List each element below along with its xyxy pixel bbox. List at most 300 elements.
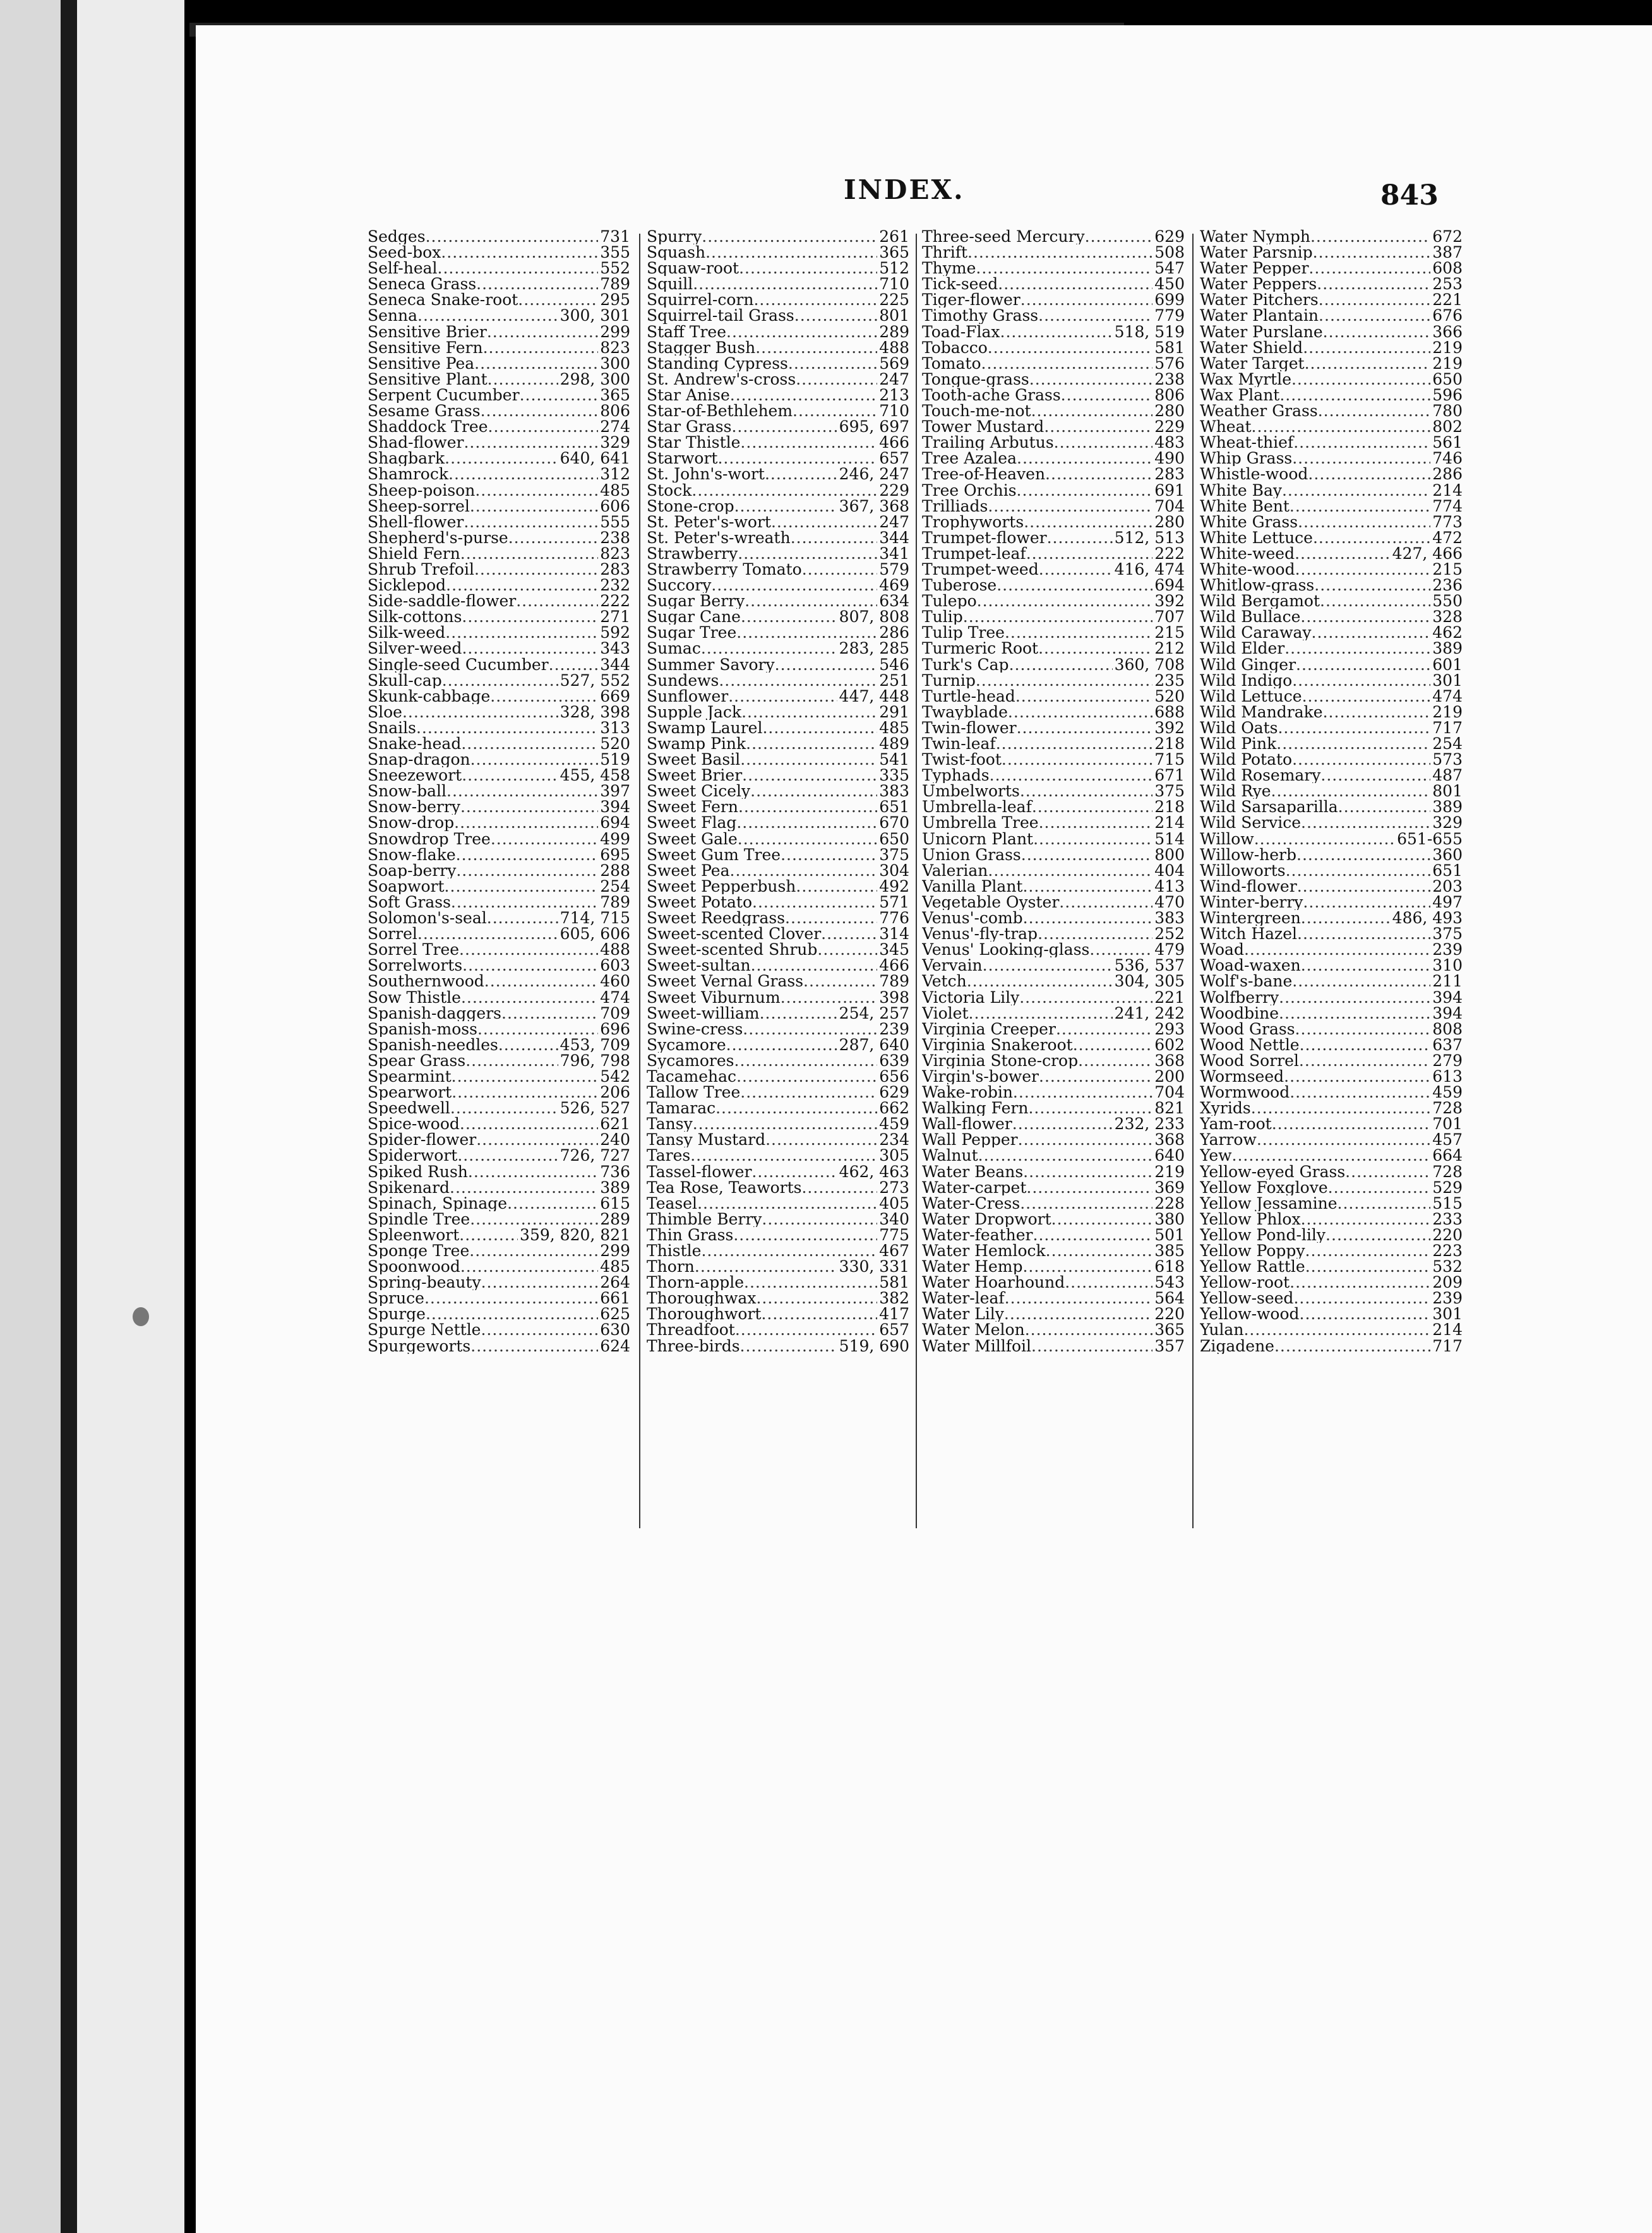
entry-name: Violet <box>922 1005 969 1021</box>
index-entry <box>1200 466 1463 482</box>
entry-pages: 383 <box>879 783 909 799</box>
entry-name: Spanish-needles <box>368 1036 498 1053</box>
entry-pages: 389 <box>1432 640 1463 657</box>
entry-name: Virginia Creeper <box>922 1021 1056 1037</box>
entry-pages: 365 <box>1154 1322 1185 1338</box>
index-entry <box>368 1243 630 1259</box>
index-entry <box>922 482 1185 498</box>
index-entry <box>1200 894 1463 910</box>
index-entry <box>1200 1338 1463 1354</box>
entry-pages: 380 <box>1154 1211 1185 1227</box>
dot-leader <box>796 878 877 894</box>
dot-leader <box>1022 1259 1152 1274</box>
entry-name: Walking Fern <box>922 1100 1029 1116</box>
index-entry <box>368 1147 630 1163</box>
index-entry <box>1200 229 1463 244</box>
entry-pages: 650 <box>879 830 909 847</box>
entry-pages: 552 <box>600 260 630 277</box>
entry-name: Sunflower <box>647 688 729 704</box>
dot-leader <box>1045 466 1152 482</box>
entry-name: Strawberry <box>647 545 738 561</box>
dot-leader <box>1297 926 1430 942</box>
index-entry <box>922 260 1185 276</box>
entry-pages: 279 <box>1432 1052 1463 1069</box>
entry-name: Sweet Cicely <box>647 783 751 799</box>
dot-leader <box>1292 751 1430 767</box>
dot-leader <box>691 482 877 498</box>
entry-pages: 214 <box>1432 1322 1463 1338</box>
index-entry <box>647 1322 909 1338</box>
entry-pages: 221 <box>1154 989 1185 1005</box>
entry-name: Wall Pepper <box>922 1132 1018 1148</box>
index-entry <box>1200 593 1463 609</box>
entry-pages: 304, 305 <box>1114 973 1185 990</box>
dot-leader <box>976 260 1152 276</box>
index-entry <box>1200 498 1463 514</box>
index-entry <box>922 498 1185 514</box>
entry-pages: 238 <box>1154 371 1185 387</box>
dot-leader <box>452 1084 598 1100</box>
index-entry <box>1200 450 1463 466</box>
entry-name: Twist-foot <box>922 751 1002 768</box>
entry-pages: 286 <box>1432 466 1463 482</box>
index-entry <box>922 276 1185 292</box>
dot-leader <box>1017 450 1152 466</box>
entry-pages: 366 <box>1432 323 1463 340</box>
entry-name: Thimble Berry <box>647 1211 762 1227</box>
entry-name: Union Grass <box>922 846 1021 863</box>
index-entry <box>1200 736 1463 751</box>
index-entry <box>368 530 630 546</box>
dot-leader <box>739 260 877 276</box>
entry-pages: 383 <box>1154 910 1185 926</box>
index-entry <box>368 577 630 593</box>
index-entry <box>368 1322 630 1338</box>
index-entry <box>922 371 1185 387</box>
entry-name: Wild Oats <box>1200 719 1278 736</box>
index-entry <box>922 957 1185 973</box>
index-entry <box>647 498 909 514</box>
entry-pages: 392 <box>1154 719 1185 736</box>
entry-pages: 341 <box>879 545 909 561</box>
dot-leader <box>990 767 1153 783</box>
index-entry <box>647 1274 909 1290</box>
entry-name: Snow-ball <box>368 783 447 799</box>
entry-name: Wheat <box>1200 419 1252 435</box>
entry-name: Tree Orchis <box>922 482 1017 498</box>
dot-leader <box>726 324 877 340</box>
dot-leader <box>981 356 1153 371</box>
index-entry <box>368 593 630 609</box>
entry-pages: 512 <box>879 260 909 277</box>
dot-leader <box>988 340 1153 356</box>
entry-pages: 234 <box>879 1132 909 1148</box>
dot-leader <box>1319 292 1431 308</box>
entry-name: Wolfberry <box>1200 989 1279 1005</box>
index-entry <box>1200 340 1463 356</box>
dot-leader <box>741 609 837 625</box>
entry-pages: 453, 709 <box>560 1036 630 1053</box>
entry-pages: 486, 493 <box>1392 910 1463 926</box>
index-entry <box>368 1100 630 1116</box>
entry-pages: 254 <box>1432 736 1463 752</box>
entry-pages: 375 <box>1154 783 1185 799</box>
index-entry <box>1200 1274 1463 1290</box>
entry-name: Spice-wood <box>368 1116 460 1132</box>
entry-name: Shield Fern <box>368 545 460 561</box>
index-entry <box>647 308 909 323</box>
dot-leader <box>726 1037 837 1053</box>
entry-name: Sensitive Fern <box>368 339 483 356</box>
index-entry <box>922 609 1185 625</box>
dot-leader <box>988 863 1152 878</box>
page-header <box>196 174 1652 225</box>
entry-pages: 394 <box>1432 1005 1463 1021</box>
index-entry <box>368 1306 630 1322</box>
entry-pages: 253 <box>1432 276 1463 292</box>
dot-leader <box>762 1211 877 1227</box>
entry-name: Southernwood <box>368 973 484 990</box>
index-entry <box>368 736 630 751</box>
entry-name: Vanilla Plant <box>922 878 1023 894</box>
dot-leader <box>1345 1164 1430 1180</box>
entry-pages: 398 <box>879 989 909 1005</box>
index-entry <box>647 609 909 625</box>
entry-pages: 499 <box>600 830 630 847</box>
dot-leader <box>1252 419 1431 434</box>
entry-name: Vervain <box>922 957 983 974</box>
dot-leader <box>697 1195 877 1211</box>
entry-name: Woodbine <box>1200 1005 1279 1021</box>
entry-name: Thorn-apple <box>647 1274 745 1291</box>
dot-leader <box>508 530 599 546</box>
dot-leader <box>1284 1069 1430 1084</box>
entry-name: Sensitive Brier <box>368 323 487 340</box>
entry-pages: 397 <box>600 783 630 799</box>
dot-leader <box>460 546 598 561</box>
index-entry <box>922 767 1185 783</box>
dot-leader <box>1293 434 1430 450</box>
dot-leader <box>459 1227 518 1243</box>
index-entry <box>1200 815 1463 830</box>
index-entry <box>1200 1290 1463 1306</box>
entry-name: Yellow Jessamine <box>1200 1195 1338 1211</box>
index-entry <box>368 229 630 244</box>
entry-name: Spurge Nettle <box>368 1322 481 1338</box>
entry-name: Strawberry Tomato <box>647 561 802 578</box>
entry-name: Spearwort <box>368 1084 452 1101</box>
dot-leader <box>476 1132 598 1147</box>
index-entry <box>1200 1195 1463 1211</box>
entry-name: Xyrids <box>1200 1100 1251 1116</box>
entry-pages: 240 <box>600 1132 630 1148</box>
entry-pages: 219 <box>1154 1163 1185 1180</box>
dot-leader <box>1284 640 1430 656</box>
entry-pages: 314 <box>879 926 909 942</box>
entry-name: Sorrelworts <box>368 957 463 974</box>
entry-name: Virginia Snakeroot <box>922 1036 1073 1053</box>
entry-pages: 596 <box>1432 386 1463 404</box>
entry-pages: 479 <box>1154 942 1185 958</box>
entry-name: Timothy Grass <box>922 308 1039 324</box>
entry-name: Shepherd's-purse <box>368 529 508 546</box>
entry-pages: 252 <box>1154 926 1185 942</box>
entry-pages: 488 <box>879 339 909 356</box>
entry-pages: 624 <box>600 1338 630 1354</box>
entry-pages: 664 <box>1432 1147 1463 1164</box>
index-entry <box>1200 1100 1463 1116</box>
entry-pages: 640 <box>1154 1147 1185 1164</box>
dot-leader <box>490 688 598 704</box>
index-entry <box>1200 1116 1463 1132</box>
entry-pages: 329 <box>1432 815 1463 831</box>
index-entry <box>922 1306 1185 1322</box>
dot-leader <box>1244 942 1430 957</box>
index-entry <box>647 783 909 799</box>
entry-name: Spiderwort <box>368 1147 458 1164</box>
dot-leader <box>738 831 878 847</box>
dot-leader <box>735 1322 877 1338</box>
entry-name: Thyme <box>922 260 976 277</box>
entry-name: Water Peppers <box>1200 276 1317 292</box>
dot-leader <box>1023 910 1153 926</box>
entry-name: Star Anise <box>647 386 730 404</box>
dot-leader <box>817 942 877 957</box>
entry-pages: 340 <box>879 1211 909 1227</box>
entry-pages: 235 <box>1154 672 1185 688</box>
index-entry <box>1200 434 1463 450</box>
dot-leader <box>1295 1021 1431 1037</box>
entry-name: White-wood <box>1200 561 1295 578</box>
entry-name: Yarrow <box>1200 1132 1257 1148</box>
dot-leader <box>788 356 877 371</box>
index-entry <box>1200 625 1463 640</box>
index-entry <box>368 720 630 736</box>
index-entry <box>647 577 909 593</box>
entry-pages: 630 <box>600 1322 630 1338</box>
entry-pages: 789 <box>879 973 909 990</box>
index-entry <box>368 450 630 466</box>
index-entry <box>647 1243 909 1259</box>
dot-leader <box>1313 244 1431 260</box>
dot-leader <box>1031 1338 1152 1354</box>
dot-leader <box>693 276 877 292</box>
index-entry <box>922 356 1185 371</box>
index-entry <box>647 878 909 894</box>
entry-name: Willow <box>1200 830 1254 847</box>
entry-pages: 218 <box>1154 799 1185 815</box>
entry-name: Swamp Laurel <box>647 719 763 736</box>
entry-pages: 710 <box>879 403 909 419</box>
entry-pages: 492 <box>879 878 909 894</box>
entry-name: Silk-weed <box>368 625 446 641</box>
index-entry <box>1200 276 1463 292</box>
dot-leader <box>1031 403 1153 419</box>
entry-pages: 485 <box>879 719 909 736</box>
index-entry <box>647 1021 909 1037</box>
index-entry <box>922 720 1185 736</box>
index-entry <box>1200 720 1463 736</box>
index-entry <box>922 1243 1185 1259</box>
index-entry <box>368 1053 630 1069</box>
entry-pages: 657 <box>879 1322 909 1338</box>
entry-pages: 223 <box>1432 1243 1463 1259</box>
entry-name: Yellow Pond-lily <box>1200 1226 1326 1243</box>
index-entry <box>922 1211 1185 1227</box>
entry-name: Spring-beauty <box>368 1274 481 1291</box>
entry-pages: 472 <box>1432 529 1463 546</box>
index-entry <box>368 894 630 910</box>
dot-leader <box>456 863 598 878</box>
entry-name: Spikenard <box>368 1179 450 1195</box>
entry-pages: 247 <box>879 513 909 530</box>
dot-leader <box>460 1116 598 1132</box>
index-column-2 <box>647 229 909 1354</box>
index-entry <box>1200 847 1463 863</box>
entry-name: Yellow-wood <box>1200 1306 1300 1322</box>
entry-name: Water Purslane <box>1200 323 1323 340</box>
entry-pages: 271 <box>600 609 630 625</box>
entry-pages: 375 <box>1432 926 1463 942</box>
entry-pages: 450 <box>1154 276 1185 292</box>
index-entry <box>1200 324 1463 340</box>
entry-pages: 209 <box>1432 1274 1463 1291</box>
entry-pages: 581 <box>1154 339 1185 356</box>
index-entry <box>368 783 630 799</box>
entry-name: Summer Savory <box>647 656 775 673</box>
dot-leader <box>1338 799 1431 815</box>
entry-name: Thrift <box>922 244 968 261</box>
entry-pages: 455, 458 <box>560 767 630 784</box>
dot-leader <box>1301 957 1431 973</box>
dot-leader <box>781 847 877 863</box>
entry-name: Water Pitchers <box>1200 292 1319 308</box>
entry-pages: 264 <box>600 1274 630 1291</box>
dot-leader <box>549 657 599 673</box>
entry-pages: 233 <box>1432 1211 1463 1227</box>
index-entry <box>1200 990 1463 1005</box>
entry-pages: 806 <box>600 403 630 419</box>
dot-leader <box>1257 1132 1430 1147</box>
dot-leader <box>1059 894 1152 910</box>
entry-name: Spindle Tree <box>368 1211 470 1227</box>
entry-pages: 634 <box>879 593 909 609</box>
index-entry <box>647 419 909 434</box>
entry-pages: 466 <box>879 957 909 974</box>
entry-pages: 550 <box>1432 593 1463 609</box>
dot-leader <box>1254 831 1395 847</box>
index-column-3 <box>922 229 1185 1354</box>
dot-leader <box>1292 450 1430 466</box>
index-entry <box>1200 561 1463 577</box>
index-entry <box>368 942 630 957</box>
entry-pages: 746 <box>1432 450 1463 467</box>
dot-leader <box>731 419 837 434</box>
entry-pages: 344 <box>879 529 909 546</box>
dot-leader <box>474 561 598 577</box>
entry-name: Star-of-Bethlehem <box>647 403 793 419</box>
dot-leader <box>1301 910 1391 926</box>
dot-leader <box>1232 1147 1431 1163</box>
dot-leader <box>1290 1084 1430 1100</box>
page-number: 843 <box>1380 179 1439 212</box>
index-entry <box>647 1132 909 1147</box>
index-entry <box>922 973 1185 989</box>
index-entry <box>368 910 630 926</box>
index-entry <box>1200 546 1463 561</box>
entry-name: Wood Nettle <box>1200 1036 1300 1053</box>
index-entry <box>368 1037 630 1053</box>
index-entry <box>647 1116 909 1132</box>
index-entry <box>922 546 1185 561</box>
entry-name: Wood Sorrel <box>1200 1052 1299 1069</box>
entry-name: Sheep-poison <box>368 482 476 498</box>
dot-leader <box>996 736 1153 751</box>
dot-leader <box>1314 577 1430 593</box>
entry-name: Toad-Flax <box>922 323 1000 340</box>
index-entry <box>1200 419 1463 434</box>
entry-name: Water-carpet <box>922 1179 1027 1195</box>
entry-pages: 392 <box>1154 593 1185 609</box>
dot-leader <box>1002 751 1152 767</box>
dot-leader <box>728 688 837 704</box>
entry-pages: 462, 463 <box>839 1163 909 1180</box>
dot-leader <box>1308 466 1430 482</box>
entry-name: Spurgeworts <box>368 1338 471 1354</box>
index-entry <box>368 292 630 308</box>
entry-pages: 613 <box>1432 1068 1463 1085</box>
entry-name: Speedwell <box>368 1100 450 1116</box>
dot-leader <box>1017 482 1153 498</box>
dot-leader <box>755 340 877 356</box>
index-entry <box>368 1195 630 1211</box>
entry-pages: 490 <box>1154 450 1185 467</box>
entry-pages: 519 <box>600 751 630 768</box>
entry-name: Thin Grass <box>647 1226 734 1243</box>
dot-leader <box>1291 371 1430 387</box>
entry-name: Spleenwort <box>368 1226 460 1243</box>
dot-leader <box>1320 593 1430 609</box>
dot-leader <box>481 1274 599 1290</box>
entry-pages: 335 <box>879 767 909 784</box>
entry-pages: 650 <box>1432 371 1463 387</box>
dot-leader <box>1038 640 1152 656</box>
entry-pages: 488 <box>600 942 630 958</box>
index-entry <box>368 973 630 989</box>
index-entry <box>647 1259 909 1274</box>
entry-name: Spiked Rush <box>368 1163 468 1180</box>
entry-name: Sheep-sorrel <box>368 498 470 514</box>
index-entry <box>647 387 909 403</box>
entry-pages: 299 <box>600 323 630 340</box>
dot-leader <box>491 831 598 847</box>
entry-name: Venus'-comb <box>922 910 1023 926</box>
entry-name: Tulip <box>922 609 963 625</box>
entry-pages: 283 <box>600 561 630 578</box>
entry-pages: 615 <box>600 1195 630 1211</box>
entry-pages: 651 <box>1432 862 1463 878</box>
adjacent-page <box>77 0 184 2233</box>
entry-pages: 806 <box>1154 386 1185 404</box>
entry-pages: 621 <box>600 1116 630 1132</box>
entry-name: Twin-flower <box>922 719 1017 736</box>
index-entry <box>368 356 630 371</box>
entry-name: Spoonwood <box>368 1259 460 1275</box>
entry-pages: 291 <box>879 703 909 720</box>
entry-name: Sweet-scented Shrub <box>647 942 818 958</box>
entry-pages: 637 <box>1432 1036 1463 1053</box>
entry-name: Shad-flower <box>368 434 464 451</box>
